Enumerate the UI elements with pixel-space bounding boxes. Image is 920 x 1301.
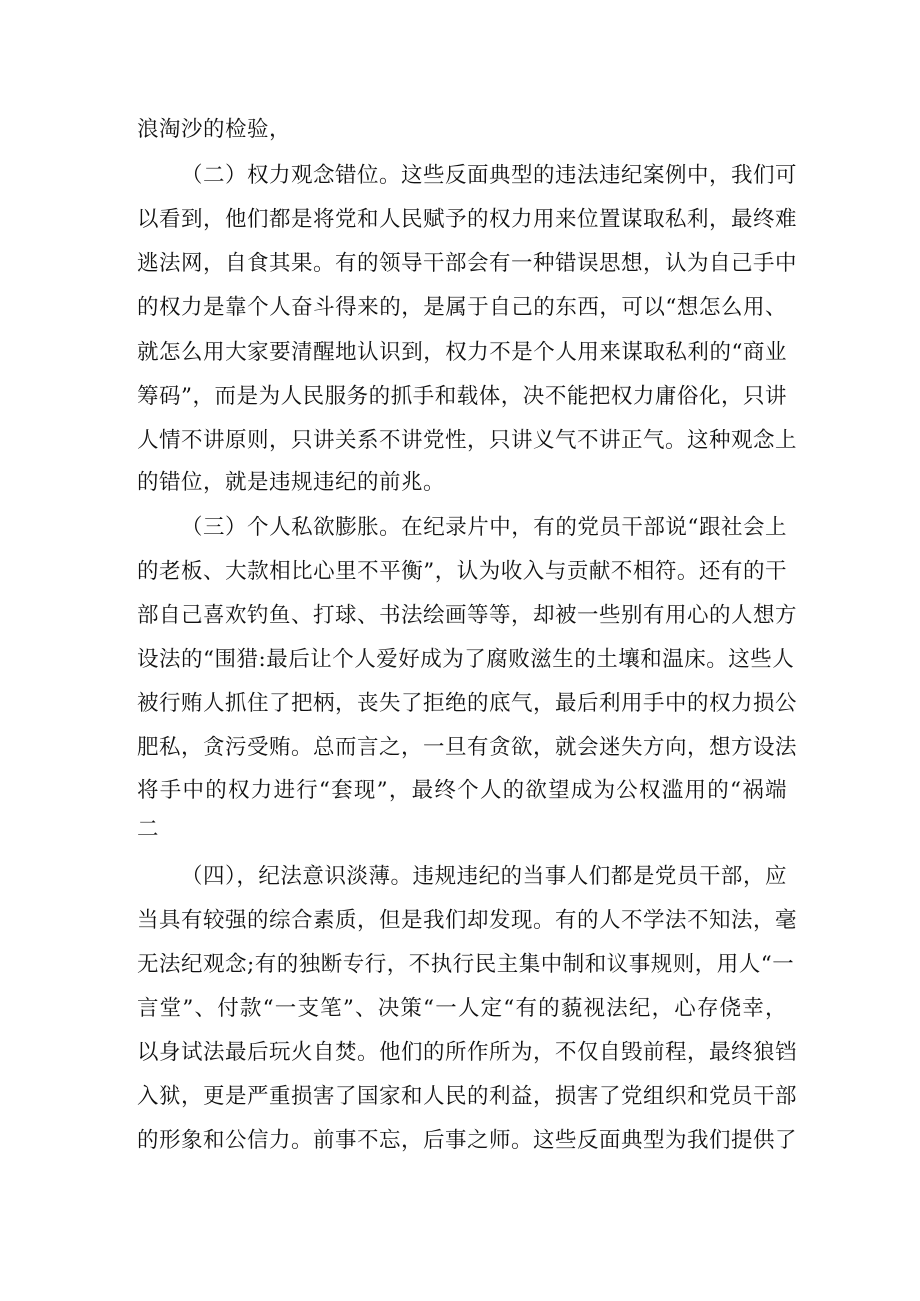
text-line: 以身试法最后玩火自焚。他们的所作所为，不仅自毁前程，最终狼铛	[137, 1040, 798, 1065]
text-line: 人情不讲原则，只讲关系不讲党性，只讲义气不讲正气。这种观念上	[137, 428, 798, 453]
text-line: 浪淘沙的检验，	[137, 117, 292, 142]
text-line: 的权力是靠个人奋斗得来的，是属于自己的东西，可以“想怎么用、	[137, 295, 787, 320]
text-line: 的错位，就是违规违纪的前兆。	[137, 470, 446, 495]
text-line: 以看到，他们都是将党和人民赋予的权力用来位置谋取私利，最终难	[137, 207, 798, 232]
text-line: 设法的“围猎:最后让个人爱好成为了腐败滋生的土壤和温床。这些人	[137, 647, 795, 672]
section-4-heading-line: （四），纪法意识淡薄。违规违纪的当事人们都是党员干部，应	[181, 864, 787, 889]
section-3-heading-line: （三）个人私欲膨胀。在纪录片中，有的党员干部说“跟社会上	[181, 515, 787, 540]
text-line: 当具有较强的综合素质，但是我们却发现。有的人不学法不知法，毫	[137, 908, 798, 933]
text-line: 言堂”、付款“一支笔”、决策“一人定“有的藐视法纪，心存侥幸，	[137, 996, 787, 1021]
text-line: 部自己喜欢钓鱼、打球、书法绘画等等，却被一些别有用心的人想方	[137, 603, 798, 628]
text-line: 肥私，贪污受贿。总而言之，一旦有贪欲，就会迷失方向，想方设法	[137, 735, 798, 760]
text-line: 无法纪观念;有的独断专行，不执行民主集中制和议事规则，用人“一	[137, 952, 795, 977]
text-line: 的形象和公信力。前事不忘，后事之师。这些反面典型为我们提供了	[137, 1128, 798, 1153]
text-line: 被行贿人抓住了把柄，丧失了拒绝的底气，最后利用手中的权力损公	[137, 691, 798, 716]
text-line: 二	[137, 817, 160, 842]
text-line: 筹码”，而是为人民服务的抓手和载体，决不能把权力庸俗化，只讲	[137, 384, 787, 409]
text-line: 入狱，更是严重损害了国家和人民的利益，损害了党组织和党员干部	[137, 1084, 798, 1109]
text-line: 就怎么用大家要清醒地认识到，权力不是个人用来谋取私利的“商业	[137, 340, 787, 365]
section-2-heading-line: （二）权力观念错位。这些反面典型的违法违纪案例中，我们可	[181, 163, 798, 188]
text-line: 的老板、大款相比心里不平衡”，认为收入与贡献不相符。还有的干	[137, 559, 787, 584]
text-line: 逃法网，自食其果。有的领导干部会有一种错误思想，认为自己手中	[137, 251, 798, 276]
text-line: 将手中的权力进行“套现”，最终个人的欲望成为公权滥用的“祸端	[137, 778, 787, 803]
